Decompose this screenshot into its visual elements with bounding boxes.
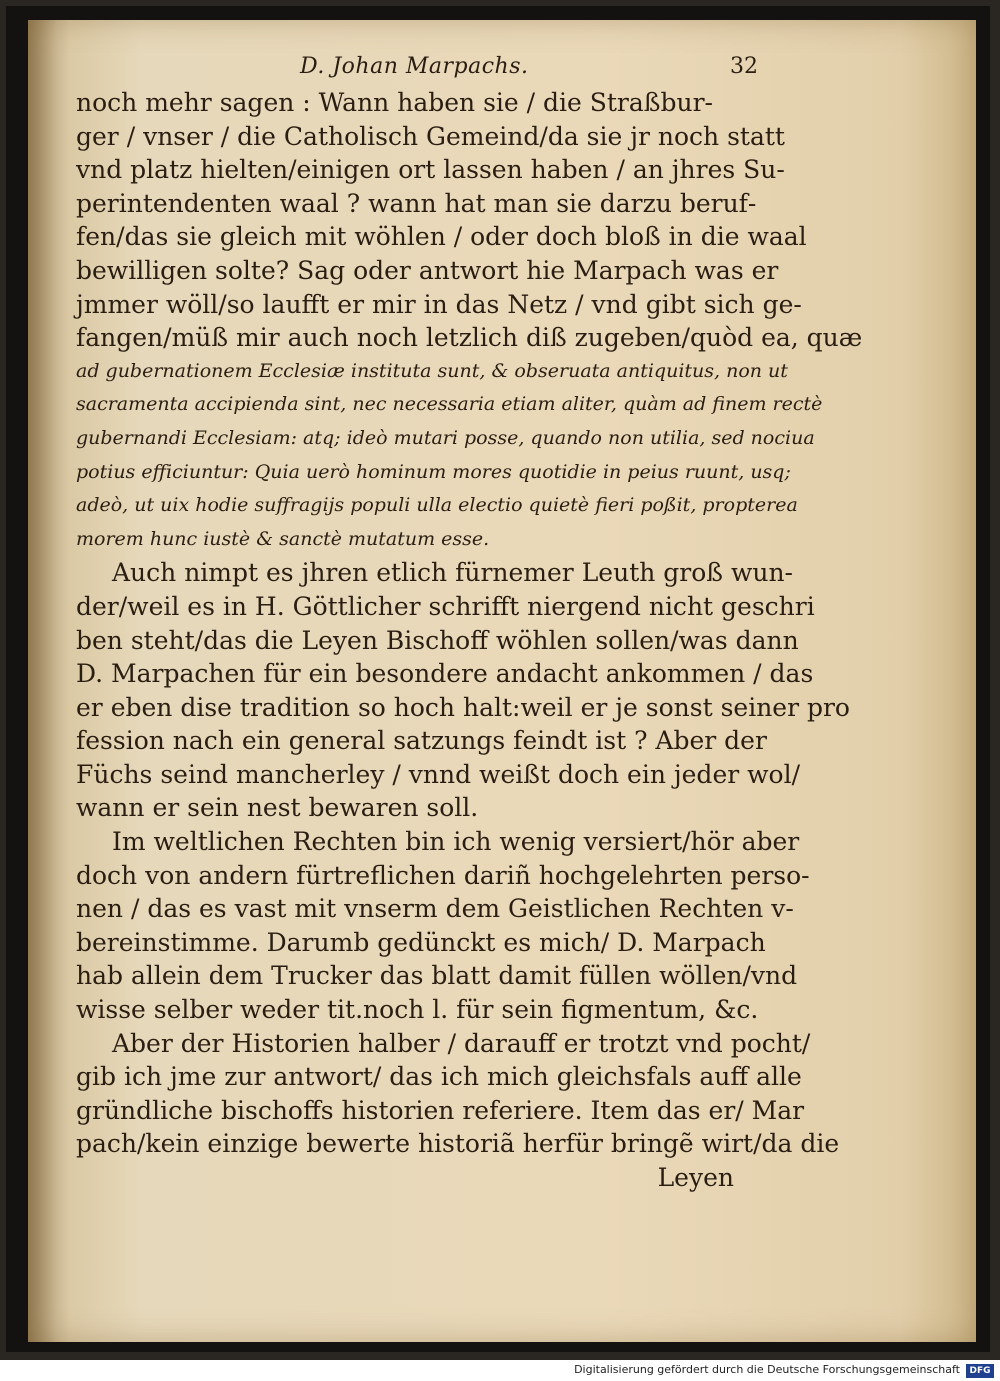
text-line: D. Marpachen für ein besondere andacht ankommen / das: [76, 659, 814, 689]
funding-credit: Digitalisierung gefördert durch die Deutsche Forschungsgemeinschaft: [574, 1363, 960, 1376]
text-line: hab allein dem Trucker das blatt damit füllen wöllen/vnd: [76, 961, 798, 991]
latin-quote-line: ad gubernationem Ecclesiæ instituta sunt, & obseruata antiquitus, non ut: [76, 359, 788, 382]
text-line: gründliche bischoffs historien referiere. Item das er/ Mar: [76, 1095, 805, 1125]
text-line: perintendenten waal ? wann hat man sie darzu beruf‑: [76, 188, 757, 218]
footer-bar: [0, 1361, 1000, 1381]
text-line: jmmer wöll/so laufft er mir in das Netz / vnd gibt sich ge‑: [76, 289, 802, 319]
text-line: fession nach ein general satzungs feindt ist ? Aber der: [76, 726, 767, 756]
text-line: pach/kein einzige bewerte historiã herfür bringẽ wirt/da die: [76, 1129, 840, 1159]
catchword: Leyen: [657, 1163, 734, 1192]
latin-quote-line: sacramenta accipienda sint, nec necessaria etiam aliter, quàm ad finem rectè: [76, 393, 823, 416]
running-head: D. Johan Marpachs.: [300, 54, 529, 79]
latin-quote-line: gubernandi Ecclesiam: atq; ideò mutari posse, quando non utilia, sed nociua: [76, 426, 815, 449]
dfg-logo[interactable]: DFG: [966, 1364, 994, 1378]
paragraph-start-line: Aber der Historien halber / darauff er trotzt vnd pocht/: [112, 1028, 811, 1058]
page-header: [300, 54, 860, 86]
folio-number: 32: [730, 54, 758, 79]
text-line: bereinstimme. Darumb gedünckt es mich/ D. Marpach: [76, 927, 766, 957]
text-line: doch von andern fürtreflichen dariñ hochgelehrten perso‑: [76, 860, 810, 890]
latin-quote-line: adeò, ut uix hodie suffragijs populi ulla electio quietè fieri poßit, propterea: [76, 494, 798, 517]
text-line: wisse selber weder tit.noch l. für sein figmentum, &c.: [76, 995, 759, 1025]
text-line: fen/das sie gleich mit wöhlen / oder doch bloß in die waal: [76, 222, 807, 252]
text-line: fangen/müß mir auch noch letzlich diß zugeben/quòd ea, quæ: [76, 323, 863, 353]
latin-quote-line: potius efficiuntur: Quia uerò hominum mores quotidie in peius ruunt, usq;: [76, 460, 791, 483]
text-line: vnd platz hielten/einigen ort lassen haben / an jhres Su‑: [76, 155, 785, 185]
text-line: noch mehr sagen : Wann haben sie / die Straßbur‑: [76, 88, 713, 117]
body-text: [76, 86, 863, 1195]
text-line: bewilligen solte? Sag oder antwort hie Marpach was er: [76, 255, 779, 285]
text-line: ger / vnser / die Catholisch Gemeind/da sie jr noch statt: [76, 121, 785, 151]
paragraph-start-line: Im weltlichen Rechten bin ich wenig versiert/hör aber: [112, 827, 800, 857]
paragraph-start-line: Auch nimpt es jhren etlich fürnemer Leuth groß wun‑: [112, 558, 793, 588]
latin-quote-line: morem hunc iustè & sanctè mutatum esse.: [76, 527, 490, 550]
text-line: wann er sein nest bewaren soll.: [76, 793, 479, 823]
text-line: nen / das es vast mit vnserm dem Geistlichen Rechten v‑: [76, 894, 794, 924]
text-line: gib ich jme zur antwort/ das ich mich gleichsfals auff alle: [76, 1062, 802, 1092]
text-line: Füchs seind mancherley / vnnd weißt doch ein jeder wol/: [76, 759, 800, 789]
text-line: ben steht/das die Leyen Bischoff wöhlen sollen/was dann: [76, 625, 799, 655]
text-line: der/weil es in H. Göttlicher schrifft niergend nicht geschri: [76, 591, 815, 621]
text-line: er eben dise tradition so hoch halt:weil er je sonst seiner pro: [76, 692, 850, 722]
